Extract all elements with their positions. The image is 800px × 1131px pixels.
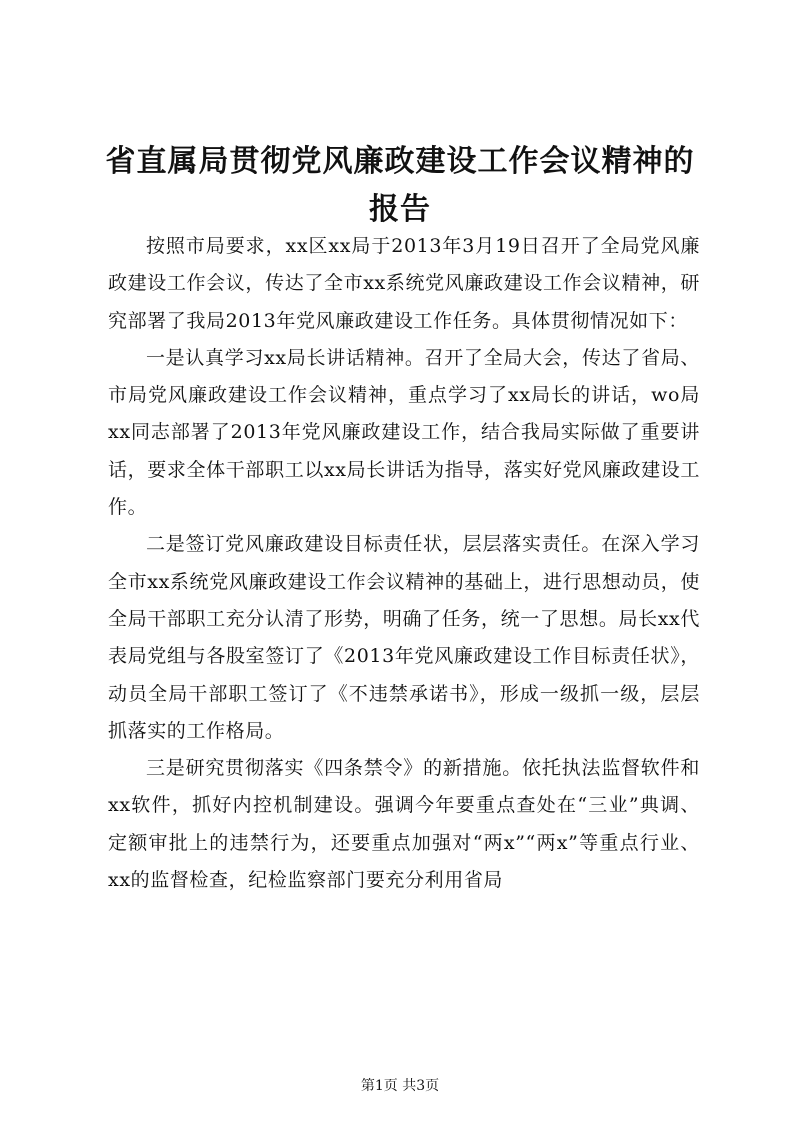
document-title: 省直属局贯彻党风廉政建设工作会议精神的报告 (105, 144, 695, 227)
paragraph-point-one: 一是认真学习xx局长讲话精神。召开了全局大会，传达了省局、市局党风廉政建设工作会议精神，重点学习了xx局长的讲话，wo局xx同志部署了2013年党风廉政建设工作，结合我局实际做了重要讲话，要求全体干部职工以xx局长讲话为指导，落实好党风廉政建设工作。 (108, 346, 700, 519)
paragraph-point-three: 三是研究贯彻落实《四条禁令》的新措施。依托执法监督软件和xx软件，抓好内控机制建设。强调今年要重点查处在“三业”典调、定额审批上的违禁行为，还要重点加强对“两x”“两x”等重点行业、xx的监督检查，纪检监察部门要充分利用省局 (108, 757, 700, 892)
paragraph-point-two: 二是签订党风廉政建设目标责任状，层层落实责任。在深入学习全市xx系统党风廉政建设工作会议精神的基础上，进行思想动员，使全局干部职工充分认清了形势，明确了任务，统一了思想。局长xx代表局党组与各股室签订了《2013年党风廉政建设工作目标责任状》，动员全局干部职工签订了《不违禁承诺书》，形成一级抓一级，层层抓落实的工作格局。 (108, 533, 700, 742)
document-body (108, 228, 700, 899)
paragraph-intro: 按照市局要求，xx区xx局于2013年3月19日召开了全局党风廉政建设工作会议，传达了全市xx系统党风廉政建设工作会议精神，研究部署了我局2013年党风廉政建设工作任务。具体贯彻情况如下： (108, 235, 700, 332)
page-number-footer: 第1页 共3页 (360, 1078, 440, 1094)
